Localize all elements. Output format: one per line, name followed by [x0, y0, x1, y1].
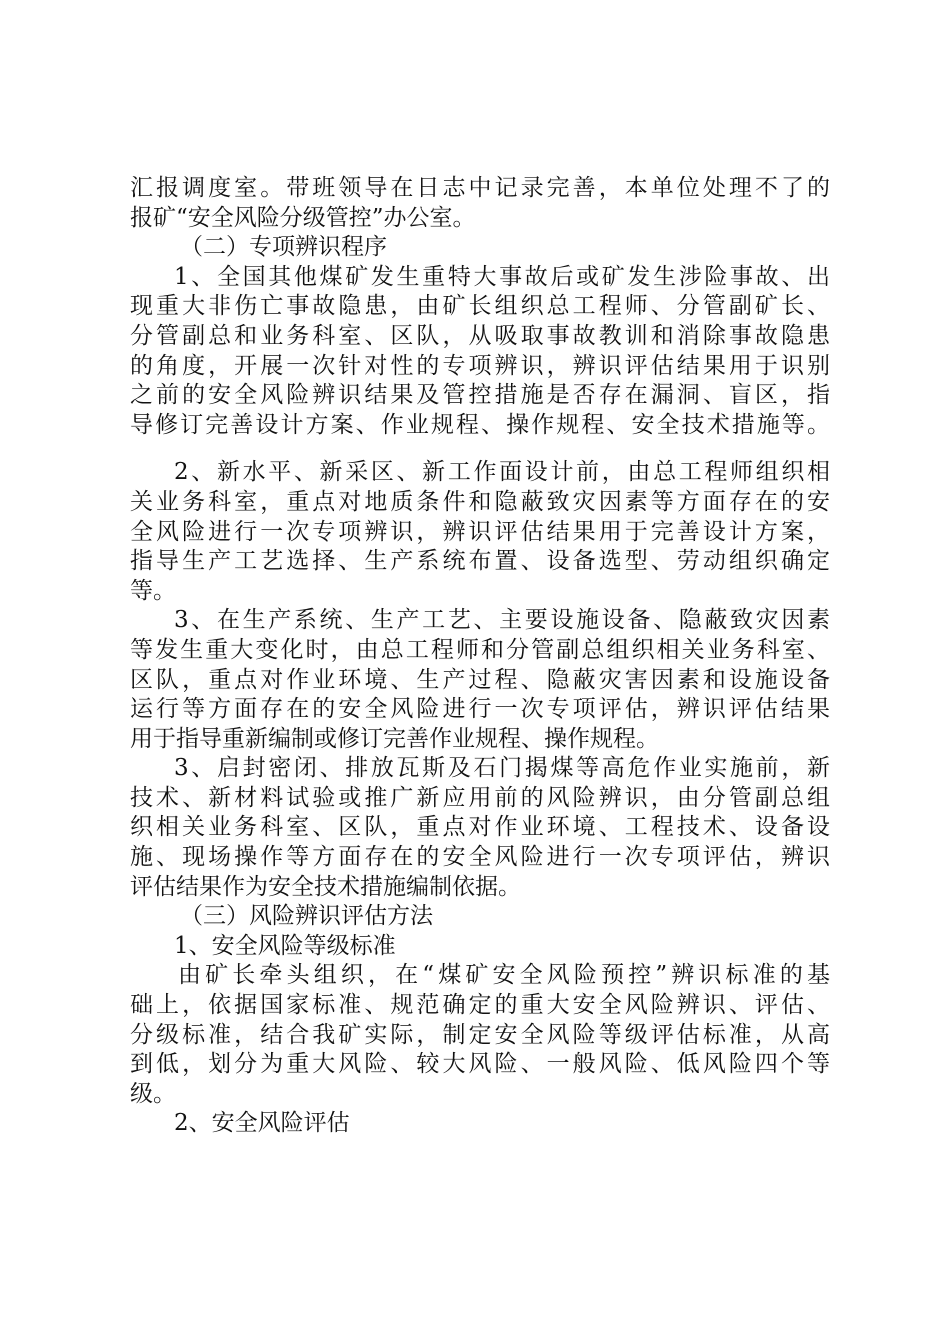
section-heading: （三）风险辨识评估方法 [180, 903, 433, 930]
subsection-heading: 1、安全风险等级标准 [174, 932, 396, 959]
text-line: 之前的安全风险辨识结果及管控措施是否存在漏洞、盲区，指 [130, 382, 830, 409]
section-heading: （二）专项辨识程序 [180, 234, 387, 261]
paragraph-gap [130, 440, 830, 458]
text-line: 关业务科室，重点对地质条件和隐蔽致灾因素等方面存在的安 [130, 488, 830, 515]
text-line: 等发生重大变化时，由总工程师和分管副总组织相关业务科室、 [130, 636, 830, 663]
text-line: 导修订完善设计方案、作业规程、操作规程、安全技术措施等。 [130, 411, 830, 438]
text-line: 2、新水平、新采区、新工作面设计前，由总工程师组织相 [174, 459, 830, 486]
text-line: 的角度，开展一次针对性的专项辨识，辨识评估结果用于识别 [130, 352, 830, 379]
document-body [130, 174, 830, 1139]
text-line: 等。 [130, 577, 176, 604]
text-line: 指导生产工艺选择、生产系统布置、设备选型、劳动组织确定 [130, 548, 830, 575]
text-line: 由矿长牵头组织，在“煤矿安全风险预控”辨识标准的基 [178, 962, 830, 989]
text-line: 现重大非伤亡事故隐患，由矿长组织总工程师、分管副矿长、 [130, 293, 830, 320]
text-line: 织相关业务科室、区队，重点对作业环境、工程技术、设备设 [130, 814, 830, 841]
text-line: 技术、新材料试验或推广新应用前的风险辨识，由分管副总组 [130, 784, 830, 811]
text-line: 汇报调度室。带班领导在日志中记录完善，本单位处理不了的 [130, 175, 830, 201]
subsection-heading: 2、安全风险评估 [174, 1110, 350, 1137]
text-line: 全风险进行一次专项辨识，辨识评估结果用于完善设计方案， [130, 518, 830, 545]
text-line: 施、现场操作等方面存在的安全风险进行一次专项评估，辨识 [130, 844, 830, 871]
text-line: 运行等方面存在的安全风险进行一次专项评估，辨识评估结果 [130, 696, 830, 723]
text-line: 评估结果作为安全技术措施编制依据。 [130, 873, 521, 900]
text-line: 分管副总和业务科室、区队，从吸取事故教训和消除事故隐患 [130, 322, 830, 349]
text-line: 到低，划分为重大风险、较大风险、一般风险、低风险四个等 [130, 1051, 830, 1078]
text-line: 区队，重点对作业环境、生产过程、隐蔽灾害因素和设施设备 [130, 666, 830, 693]
text-line: 1、全国其他煤矿发生重特大事故后或矿发生涉险事故、出 [174, 263, 830, 290]
text-line: 用于指导重新编制或修订完善作业规程、操作规程。 [130, 725, 659, 752]
text-line: 报矿“安全风险分级管控”办公室。 [130, 204, 476, 231]
text-line: 分级标准，结合我矿实际，制定安全风险等级评估标准，从高 [130, 1021, 830, 1048]
text-line: 3、在生产系统、生产工艺、主要设施设备、隐蔽致灾因素 [174, 607, 830, 634]
text-line: 础上，依据国家标准、规范确定的重大安全风险辨识、评估、 [130, 992, 830, 1019]
text-line: 3、启封密闭、排放瓦斯及石门揭煤等高危作业实施前，新 [174, 755, 830, 782]
text-line: 级。 [130, 1080, 176, 1107]
